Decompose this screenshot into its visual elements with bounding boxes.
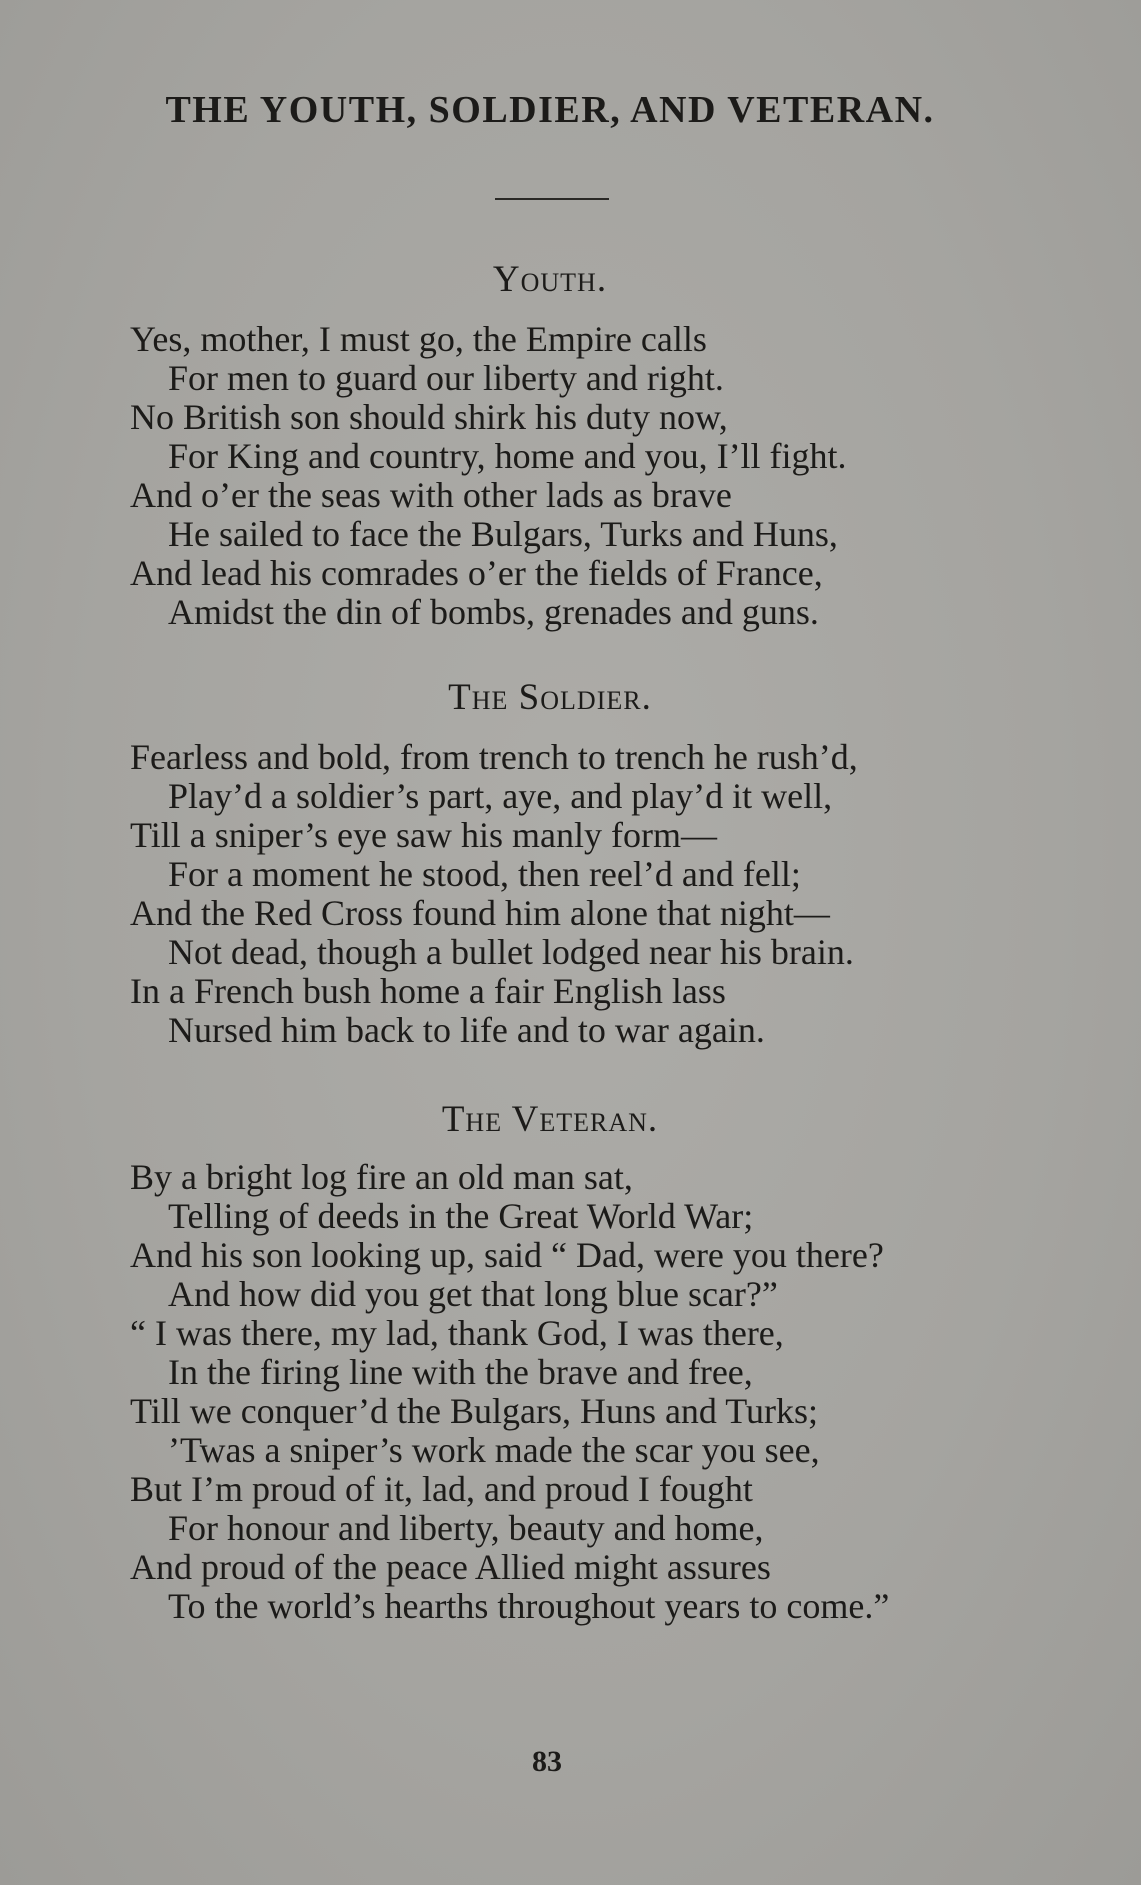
- poem-line: To the world’s hearths throughout years to come.”: [168, 1586, 890, 1626]
- title-divider: [495, 198, 609, 200]
- poem-line: But I’m proud of it, lad, and proud I fought: [130, 1469, 753, 1509]
- poem-line: Fearless and bold, from trench to trench he rush’d,: [130, 737, 858, 777]
- poem-line: And proud of the peace Allied might assures: [130, 1547, 771, 1587]
- poem-title: THE YOUTH, SOLDIER, AND VETERAN.: [165, 89, 935, 131]
- poem-line: Telling of deeds in the Great World War;: [168, 1196, 754, 1236]
- poem-line: No British son should shirk his duty now,: [130, 397, 728, 437]
- poem-line: For men to guard our liberty and right.: [168, 358, 724, 398]
- poem-line: Till a sniper’s eye saw his manly form—: [130, 815, 717, 855]
- section-heading-soldier: The Soldier.: [448, 677, 652, 718]
- section-heading-veteran: The Veteran.: [441, 1099, 659, 1140]
- poem-line: ’Twas a sniper’s work made the scar you see,: [168, 1430, 820, 1470]
- page-number: 83: [532, 1745, 562, 1778]
- poem-line: He sailed to face the Bulgars, Turks and Huns,: [168, 514, 838, 554]
- poem-line: For a moment he stood, then reel’d and fell;: [168, 854, 801, 894]
- poem-line: In the firing line with the brave and free,: [168, 1352, 753, 1392]
- poem-line: By a bright log fire an old man sat,: [130, 1157, 633, 1197]
- poem-line: Till we conquer’d the Bulgars, Huns and Turks;: [130, 1391, 819, 1431]
- section-heading-youth: Youth.: [492, 259, 608, 300]
- poem-line: Amidst the din of bombs, grenades and guns.: [168, 592, 819, 632]
- poem-line: And how did you get that long blue scar?”: [168, 1274, 778, 1314]
- poem-line: For King and country, home and you, I’ll fight.: [168, 436, 847, 476]
- poem-line: And the Red Cross found him alone that night—: [130, 893, 830, 933]
- poem-line: “ I was there, my lad, thank God, I was there,: [130, 1313, 784, 1353]
- stanza-veteran: [130, 1158, 1030, 1626]
- poem-line: In a French bush home a fair English lass: [130, 971, 726, 1011]
- poem-line: And his son looking up, said “ Dad, were you there?: [130, 1235, 884, 1275]
- poem-line: Yes, mother, I must go, the Empire calls: [130, 319, 707, 359]
- poem-line: For honour and liberty, beauty and home,: [168, 1508, 764, 1548]
- poem-line: And lead his comrades o’er the fields of France,: [130, 553, 823, 593]
- stanza-soldier: [130, 738, 1030, 1050]
- stanza-youth: [130, 320, 1030, 632]
- poem-line: Not dead, though a bullet lodged near his brain.: [168, 932, 854, 972]
- poem-line: Nursed him back to life and to war again.: [168, 1010, 765, 1050]
- poem-line: And o’er the seas with other lads as brave: [130, 475, 732, 515]
- poem-line: Play’d a soldier’s part, aye, and play’d it well,: [168, 776, 833, 816]
